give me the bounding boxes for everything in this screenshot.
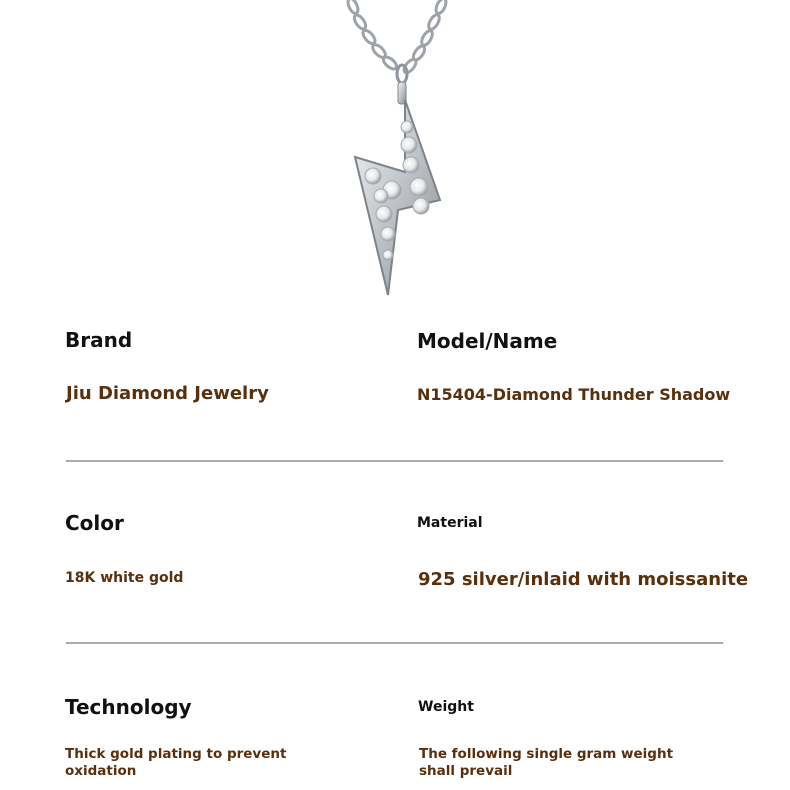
divider-2 (66, 642, 723, 644)
necklace-pendant-image (0, 0, 790, 325)
chain-right (402, 0, 448, 75)
spec-label-technology: Technology (65, 695, 192, 719)
spec-label-material: Material (417, 515, 483, 531)
chain-left (346, 0, 399, 71)
spec-value-technology: Thick gold plating to prevent oxidation (65, 746, 287, 779)
spec-label-weight: Weight (418, 699, 474, 715)
spec-value-color: 18K white gold (65, 570, 184, 586)
divider-1 (66, 460, 723, 462)
spec-label-model: Model/Name (417, 329, 558, 353)
spec-value-material: 925 silver/inlaid with moissanite (418, 569, 749, 590)
spec-value-model: N15404-Diamond Thunder Shadow (417, 385, 731, 404)
spec-value-brand: Jiu Diamond Jewelry (66, 383, 269, 404)
spec-label-color: Color (65, 511, 124, 535)
spec-label-brand: Brand (65, 328, 133, 352)
spec-value-weight: The following single gram weight shall prevail (419, 746, 674, 779)
